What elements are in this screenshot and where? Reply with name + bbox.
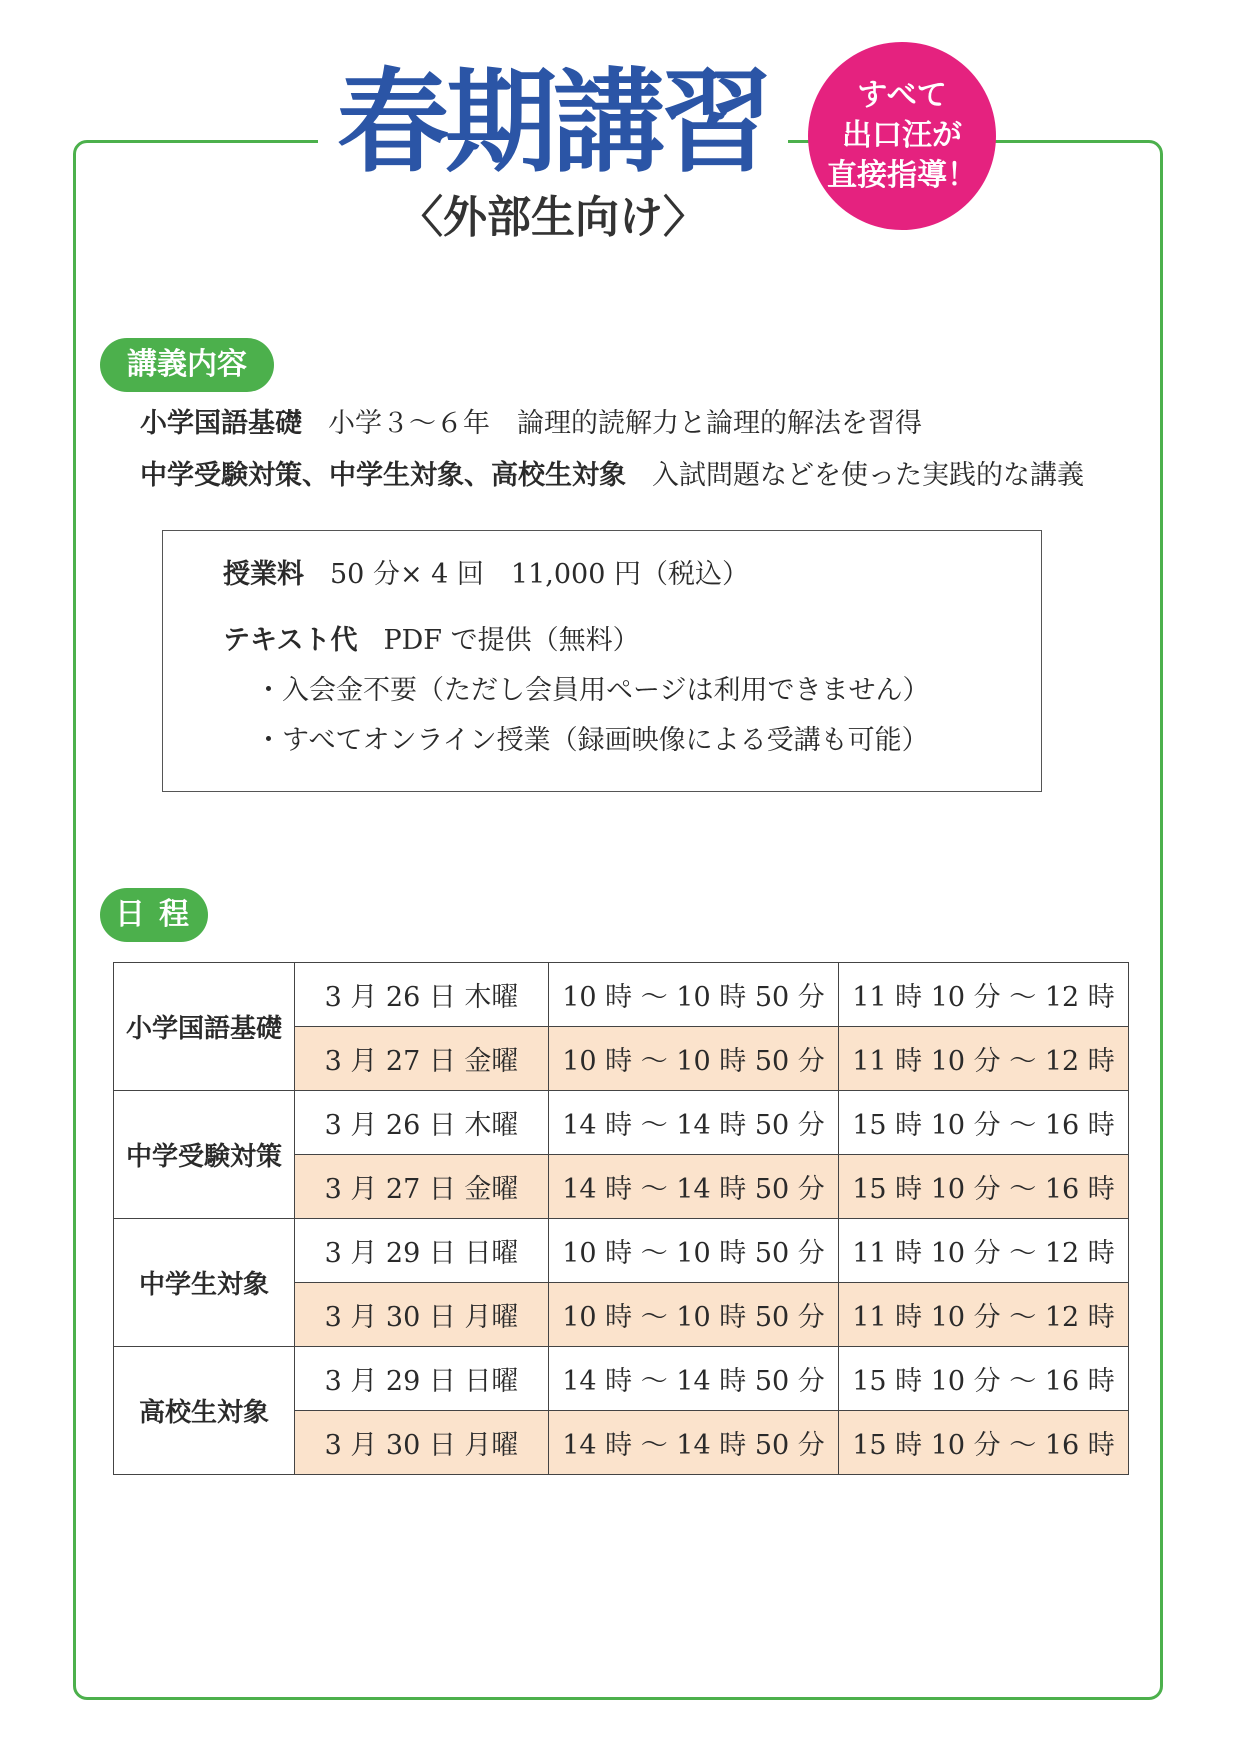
section-heading-content: 講義内容 [100,338,274,392]
page-title: 春期講習 [337,58,769,188]
time-cell: 14 時 ～ 14 時 50 分 [549,1155,839,1219]
table-row [114,1219,1129,1283]
date-cell: 3 月 27 日 金曜 [295,1027,549,1091]
time-cell: 10 時 ～ 10 時 50 分 [549,963,839,1027]
date-cell: 3 月 29 日 日曜 [295,1219,549,1283]
course-cell: 高校生対象 [114,1347,295,1475]
badge-line: 出口汪が [842,118,962,153]
badge-line: 直接指導！ [827,158,977,193]
time-cell: 15 時 10 分 ～ 16 時 [839,1091,1129,1155]
time-cell: 11 時 10 分 ～ 12 時 [839,963,1129,1027]
text-fee-value: PDF で提供（無料） [383,625,640,656]
date-cell: 3 月 30 日 月曜 [295,1411,549,1475]
fee-info-box [162,530,1042,792]
time-cell: 10 時 ～ 10 時 50 分 [549,1219,839,1283]
content-line [140,456,1084,496]
time-cell: 15 時 10 分 ～ 16 時 [839,1155,1129,1219]
time-cell: 14 時 ～ 14 時 50 分 [549,1411,839,1475]
fee-note: ・入会金不要（ただし会員用ページは利用できません） [255,675,930,706]
date-cell: 3 月 26 日 木曜 [295,963,549,1027]
time-cell: 14 時 ～ 14 時 50 分 [549,1091,839,1155]
fee-note: ・すべてオンライン授業（録画映像による受講も可能） [255,725,929,756]
content-line-label: 小学国語基礎 [140,408,302,439]
date-cell: 3 月 26 日 木曜 [295,1091,549,1155]
badge-line: すべて [857,78,947,113]
time-cell: 11 時 10 分 ～ 12 時 [839,1219,1129,1283]
time-cell: 11 時 10 分 ～ 12 時 [839,1027,1129,1091]
text-fee-label: テキスト代 [223,625,358,656]
table-row [114,1347,1129,1411]
time-cell: 11 時 10 分 ～ 12 時 [839,1283,1129,1347]
table-row [114,963,1129,1027]
time-cell: 10 時 ～ 10 時 50 分 [549,1027,839,1091]
tuition-value: 50 分× 4 回 11,000 円（税込） [330,559,749,590]
section-heading-schedule: 日程 [100,888,208,942]
content-line-text: 小学３～６年 論理的読解力と論理的解法を習得 [328,408,922,439]
time-cell: 15 時 10 分 ～ 16 時 [839,1411,1129,1475]
content-line-label: 中学受験対策、中学生対象、高校生対象 [140,460,626,491]
page-subtitle: 〈外部生向け〉 [399,192,707,243]
table-row [114,1091,1129,1155]
tuition-row [223,555,749,595]
date-cell: 3 月 29 日 日曜 [295,1347,549,1411]
text-fee-row [223,621,640,661]
content-line [140,404,922,444]
promo-badge [808,42,996,230]
date-cell: 3 月 27 日 金曜 [295,1155,549,1219]
content-line-text: 入試問題などを使った実践的な講義 [652,460,1084,491]
date-cell: 3 月 30 日 月曜 [295,1283,549,1347]
schedule-table [113,962,1129,1475]
time-cell: 14 時 ～ 14 時 50 分 [549,1347,839,1411]
course-cell: 中学受験対策 [114,1091,295,1219]
tuition-label: 授業料 [223,559,304,590]
course-cell: 中学生対象 [114,1219,295,1347]
course-cell: 小学国語基礎 [114,963,295,1091]
time-cell: 10 時 ～ 10 時 50 分 [549,1283,839,1347]
time-cell: 15 時 10 分 ～ 16 時 [839,1347,1129,1411]
